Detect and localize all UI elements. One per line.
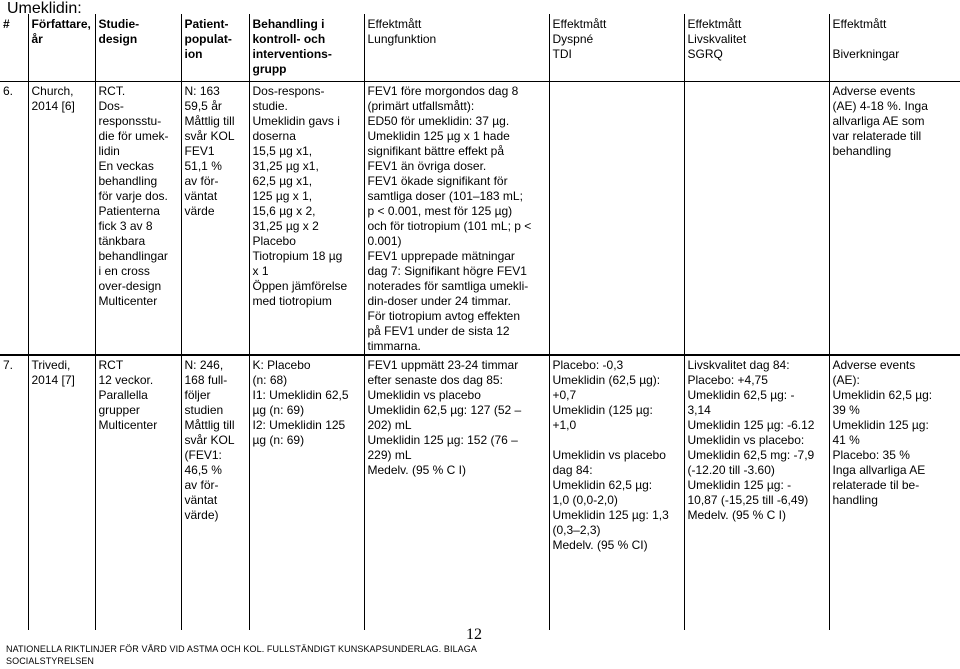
cell-line: FEV1 än övriga doser. xyxy=(367,159,487,173)
cell-line: av för- xyxy=(184,478,219,492)
cell-line: Lungfunktion xyxy=(367,32,437,46)
cell-line: 3,14 xyxy=(687,403,711,417)
cell-line: Umeklidin 62,5 µg: xyxy=(552,478,653,492)
cell-line: 2014 [6] xyxy=(31,99,75,113)
cell-line: behandlingar xyxy=(98,249,168,263)
cell-line: (-12.20 till -3.60) xyxy=(687,463,775,477)
cell-line: Måttlig till xyxy=(184,114,235,128)
cell-line: Umeklidin vs placebo xyxy=(367,388,481,402)
cell-line: För tiotropium avtog effekten xyxy=(367,309,521,323)
header-design xyxy=(95,14,181,82)
cell-num: 7. xyxy=(3,358,14,372)
cell-adverse xyxy=(829,355,960,630)
header-lung xyxy=(364,14,549,82)
cell-line: efter senaste dos dag 85: xyxy=(367,373,503,387)
cell-line: Adverse events xyxy=(832,358,916,372)
cell-line: TDI xyxy=(552,47,572,61)
cell-line: 229) mL xyxy=(367,448,412,462)
cell-line: 12 veckor. xyxy=(98,373,154,387)
cell-line: tänkbara xyxy=(98,234,146,248)
footer-report-title: NATIONELLA RIKTLINJER FÖR VÅRD VID ASTMA OCH KOL. FULLSTÄNDIGT KUNSKAPSUNDERLAG. BILAGA xyxy=(6,644,477,654)
cell-line: 2014 [7] xyxy=(31,373,75,387)
cell-line: N: 246, xyxy=(184,358,224,372)
cell-lung xyxy=(364,355,549,630)
cell-line: Placebo: 35 % xyxy=(832,448,910,462)
cell-line: Dyspné xyxy=(552,32,594,46)
cell-line: Patient- xyxy=(184,17,229,31)
cell-line: (FEV1: xyxy=(184,448,222,462)
cell-line: Effektmått xyxy=(552,17,607,31)
cell-line: En veckas xyxy=(98,159,154,173)
cell-line: för varje dos. xyxy=(98,189,168,203)
cell-line: av för- xyxy=(184,174,219,188)
cell-line: 41 % xyxy=(832,433,860,447)
cell-line: ED50 för umeklidin: 37 µg. xyxy=(367,114,510,128)
cell-line: Öppen jämförelse xyxy=(252,279,348,293)
cell-line: Livskvalitet xyxy=(687,32,747,46)
cell-line: FEV1 xyxy=(184,144,215,158)
header-dyspnea xyxy=(549,14,684,82)
cell-line: Umeklidin (62,5 µg): xyxy=(552,373,661,387)
cell-author xyxy=(28,82,95,356)
cell-line: 31,25 µg x 2 xyxy=(252,219,319,233)
cell-population xyxy=(181,355,249,630)
cell-line: I1: Umeklidin 62,5 xyxy=(252,388,349,402)
cell-line: design xyxy=(98,32,138,46)
cell-author xyxy=(28,355,95,630)
cell-line: Studie- xyxy=(98,17,140,31)
cell-line: 39 % xyxy=(832,403,860,417)
cell-line: Umeklidin 62,5 µg: - xyxy=(687,388,795,402)
cell-line: handling xyxy=(832,493,878,507)
cell-lung xyxy=(364,82,549,356)
cell-line: doserna xyxy=(252,129,296,143)
cell-line: Medelv. (95 % C I) xyxy=(367,463,466,477)
cell-line: Umeklidin 125 µg: - xyxy=(687,478,792,492)
cell-line: 46,5 % xyxy=(184,463,222,477)
cell-line: följer xyxy=(184,388,211,402)
cell-line: ion xyxy=(184,47,203,61)
cell-line: Författare, år xyxy=(31,17,91,46)
cell-design xyxy=(95,82,181,356)
header-row xyxy=(0,14,960,82)
cell-line: # xyxy=(3,17,10,31)
cell-population xyxy=(181,82,249,356)
cell-line: Umeklidin 125 µg: 152 (76 – xyxy=(367,433,518,447)
cell-line: Umeklidin vs placebo xyxy=(552,448,666,462)
cell-line: populat- xyxy=(184,32,232,46)
cell-line: noterades för samtliga umekli- xyxy=(367,279,529,293)
cell-line xyxy=(553,433,681,448)
cell-line: +0,7 xyxy=(552,388,577,402)
cell-line: Umeklidin 62,5 mg: -7,9 xyxy=(687,448,815,462)
cell-line: på FEV1 under de sista 12 xyxy=(367,324,510,338)
header-num xyxy=(0,14,28,82)
cell-line: Placebo: +4,75 xyxy=(687,373,768,387)
cell-line: I2: Umeklidin 125 xyxy=(252,418,346,432)
cell-dyspnea xyxy=(549,82,684,356)
cell-line: over-design xyxy=(98,279,162,293)
cell-design xyxy=(95,355,181,630)
cell-line: Multicenter xyxy=(98,294,158,308)
cell-line: kontroll- och xyxy=(252,32,326,46)
cell-line: Biverkningar xyxy=(832,47,900,61)
cell-line: Umeklidin gavs i xyxy=(252,114,340,128)
cell-line: Umeklidin vs placebo: xyxy=(687,433,805,447)
cell-line: studie. xyxy=(252,99,288,113)
cell-line: svår KOL xyxy=(184,129,235,143)
cell-line: Tiotropium 18 µg xyxy=(252,249,343,263)
cell-line: (AE): xyxy=(832,373,860,387)
cell-line: 31,25 µg x1, xyxy=(252,159,319,173)
header-qol xyxy=(684,14,829,82)
cell-line: N: 163 xyxy=(184,84,220,98)
footer-publisher: SOCIALSTYRELSEN xyxy=(6,656,95,666)
cell-line: behandling xyxy=(98,174,158,188)
cell-treatment xyxy=(249,355,364,630)
cell-line: p < 0.001, mest för 125 µg) xyxy=(367,204,513,218)
cell-line: 125 µg x 1, xyxy=(252,189,313,203)
cell-line: K: Placebo xyxy=(252,358,311,372)
cell-adverse xyxy=(829,82,960,356)
cell-line: interventions- xyxy=(252,47,332,61)
cell-line: allvarliga AE som xyxy=(832,114,925,128)
cell-line: 1,0 (0,0-2,0) xyxy=(552,493,618,507)
page-title: Umeklidin: xyxy=(7,0,82,17)
cell-line: svår KOL xyxy=(184,433,235,447)
cell-line: Medelv. (95 % C I) xyxy=(687,508,786,522)
page-number: 12 xyxy=(466,626,482,643)
cell-line: grupp xyxy=(252,62,287,76)
cell-num: 6. xyxy=(0,82,28,356)
cell-line: Parallella xyxy=(98,388,148,402)
cell-line: FEV1 ökade signifikant för xyxy=(367,174,508,188)
header-treatment xyxy=(249,14,364,82)
cell-line: 15,6 µg x 2, xyxy=(252,204,316,218)
cell-line: Trivedi, xyxy=(31,358,71,372)
cell-line: väntat xyxy=(184,189,218,203)
cell-line: Umeklidin 125 µg: xyxy=(832,418,929,432)
cell-line: Dos- xyxy=(98,99,124,113)
cell-line: SGRQ xyxy=(687,47,723,61)
cell-line: relaterade til be- xyxy=(832,478,920,492)
cell-line: FEV1 uppmätt 23-24 timmar xyxy=(367,358,519,372)
header-adverse xyxy=(829,14,960,82)
cell-qol xyxy=(684,355,829,630)
cell-line: 59,5 år xyxy=(184,99,222,113)
cell-line: Effektmått xyxy=(832,17,887,31)
cell-line: din-doser under 24 timmar. xyxy=(367,294,511,308)
cell-line: väntat xyxy=(184,493,218,507)
cell-line: Umeklidin 62,5 µg: xyxy=(832,388,933,402)
cell-line: Effektmått xyxy=(687,17,742,31)
cell-line: Dos-respons- xyxy=(252,84,325,98)
cell-line: Umeklidin 62,5 µg: 127 (52 – xyxy=(367,403,522,417)
cell-line: (AE) 4-18 %. Inga xyxy=(832,99,928,113)
cell-line: värde xyxy=(184,204,215,218)
cell-line: Multicenter xyxy=(98,418,158,432)
cell-dyspnea xyxy=(549,355,684,630)
cell-line: responsstu- xyxy=(98,114,162,128)
cell-line: Livskvalitet dag 84: xyxy=(687,358,790,372)
cell-line: grupper xyxy=(98,403,140,417)
cell-line: fick 3 av 8 xyxy=(98,219,153,233)
evidence-table xyxy=(0,14,960,630)
cell-line: 15,5 µg x1, xyxy=(252,144,313,158)
cell-line: µg (n: 69) xyxy=(252,403,305,417)
cell-line: 51,1 % xyxy=(184,159,222,173)
cell-line: FEV1 upprepade mätningar xyxy=(367,249,515,263)
cell-line: 10,87 (-15,25 till -6,49) xyxy=(687,493,809,507)
cell-line: FEV1 före morgondos dag 8 xyxy=(367,84,519,98)
cell-line: studien xyxy=(184,403,224,417)
cell-line: Behandling i xyxy=(252,17,325,31)
cell-line: 202) mL xyxy=(367,418,412,432)
cell-line: samtliga doser (101–183 mL; xyxy=(367,189,523,203)
cell-line xyxy=(833,32,958,47)
cell-line: dag 7: Signifikant högre FEV1 xyxy=(367,264,527,278)
cell-line: (primärt utfallsmått): xyxy=(367,99,475,113)
cell-line: x 1 xyxy=(252,264,269,278)
header-population xyxy=(181,14,249,82)
cell-line: Placebo xyxy=(252,234,296,248)
cell-line: 0.001) xyxy=(367,234,402,248)
cell-line: Umeklidin 125 µg x 1 hade xyxy=(367,129,510,143)
cell-treatment xyxy=(249,82,364,356)
cell-line: Church, xyxy=(31,84,74,98)
cell-qol xyxy=(684,82,829,356)
cell-line: Placebo: -0,3 xyxy=(552,358,624,372)
cell-line: die för umek- xyxy=(98,129,169,143)
cell-line: Patienterna xyxy=(98,204,160,218)
cell-line: Måttlig till xyxy=(184,418,235,432)
cell-line: Adverse events xyxy=(832,84,916,98)
cell-line: +1,0 xyxy=(552,418,577,432)
cell-line: signifikant bättre effekt på xyxy=(367,144,505,158)
cell-line: värde) xyxy=(184,508,219,522)
cell-line: RCT. xyxy=(98,84,126,98)
cell-line: dag 84: xyxy=(552,463,593,477)
cell-line: (n: 68) xyxy=(252,373,288,387)
cell-line: 168 full- xyxy=(184,373,228,387)
table-row xyxy=(0,82,960,356)
cell-line: lidin xyxy=(98,144,120,158)
cell-line: Inga allvarliga AE xyxy=(832,463,926,477)
table-row xyxy=(0,355,960,630)
cell-line: Umeklidin (125 µg: xyxy=(552,403,653,417)
cell-line: (0,3–2,3) xyxy=(552,523,601,537)
cell-line: Umeklidin 125 µg: 1,3 xyxy=(552,508,669,522)
cell-line: timmarna. xyxy=(367,339,421,353)
cell-line: behandling xyxy=(832,144,892,158)
cell-line: Medelv. (95 % CI) xyxy=(552,538,648,552)
cell-line: i en cross xyxy=(98,264,150,278)
cell-line: µg (n: 69) xyxy=(252,433,305,447)
cell-line: Umeklidin 125 µg: -6.12 xyxy=(687,418,815,432)
cell-line: Effektmått xyxy=(367,17,422,31)
cell-line: var relaterade till xyxy=(832,129,922,143)
cell-line: med tiotropium xyxy=(252,294,332,308)
header-author xyxy=(28,14,95,82)
cell-line: och för tiotropium (101 mL; p < xyxy=(367,219,532,233)
cell-line: RCT xyxy=(98,358,124,372)
cell-line: 62,5 µg x1, xyxy=(252,174,313,188)
